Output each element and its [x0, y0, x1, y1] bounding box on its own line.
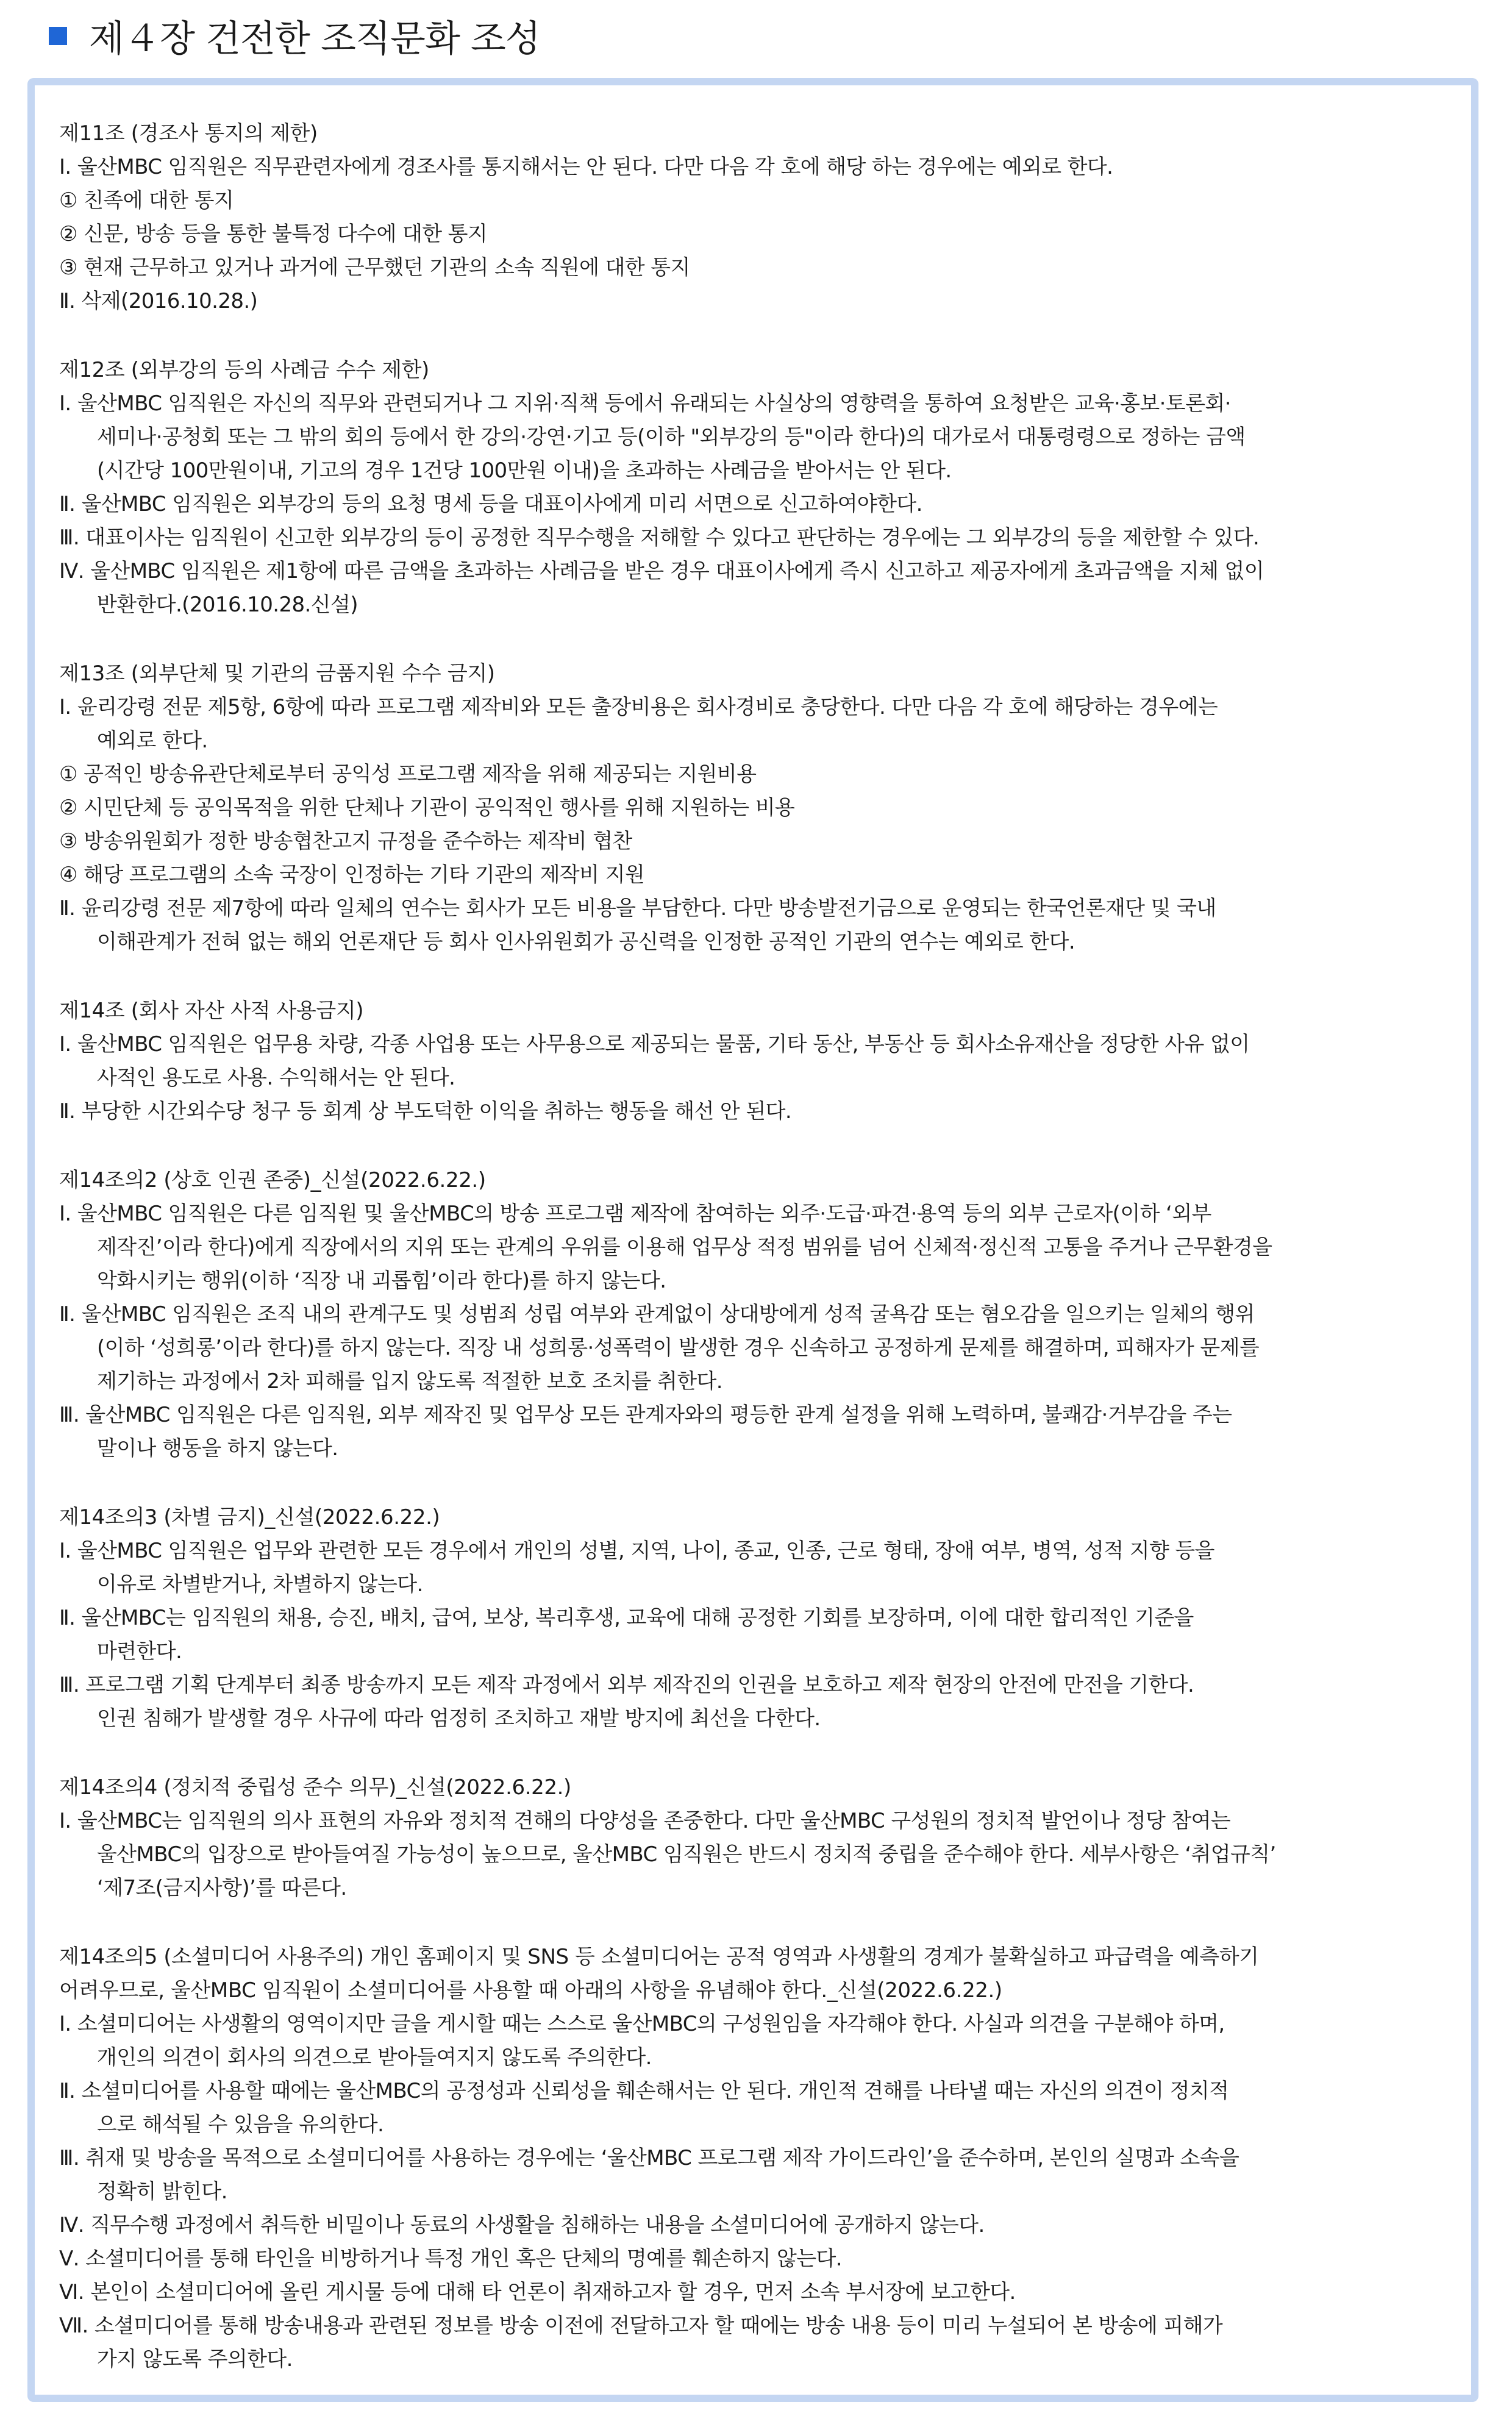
clause-number: ③	[59, 255, 84, 280]
clause-item	[59, 2276, 1452, 2309]
section-title: 제４장 건전한 조직문화 조성	[89, 18, 540, 60]
clause-continuation: 정확히 밝힌다.	[97, 2179, 227, 2204]
section-heading	[49, 9, 540, 63]
clause-continuation: 으로 해석될 수 있음을 유의한다.	[97, 2112, 384, 2137]
article-section	[59, 354, 1452, 622]
clause-number: Ⅰ.	[59, 155, 77, 179]
article-title: 제14조의2 (상호 인권 존중)_신설(2022.6.22.)	[59, 1168, 486, 1192]
clause-item	[59, 1298, 1452, 1331]
article-section	[59, 1940, 1452, 2376]
clause-text: 울산MBC 임직원은 다른 임직원 및 울산MBC의 방송 프로그램 제작에 참여하는 외주·도급·파견·용역 등의 외부 근로자(이하 ‘외부	[77, 1202, 1211, 1226]
clause-item	[59, 2209, 1452, 2242]
clause-continuation: (시간당 100만원이내, 기고의 경우 1건당 100만원 이내)을 초과하는 사례금을 받아서는 안 된다.	[97, 458, 952, 483]
clause-text: 소셜미디어를 사용할 때에는 울산MBC의 공정성과 신뢰성을 훼손해서는 안 된다. 개인적 견해를 나타낼 때는 자신의 의견이 정치적	[81, 2079, 1229, 2103]
clause-continuation: 제작진’이라 한다)에게 직장에서의 지위 또는 관계의 우위를 이용해 업무상 적정 범위를 넘어 신체적·정신적 고통을 주거나 근무환경을	[97, 1235, 1272, 1260]
clause-text: 부당한 시간외수당 청구 등 회계 상 부도덕한 이익을 취하는 행동을 해선 안 된다.	[81, 1099, 792, 1124]
clause-text: 소셜미디어를 통해 타인을 비방하거나 특정 개인 혹은 단체의 명예를 훼손하지 않는다.	[85, 2247, 842, 2271]
clause-item	[59, 825, 1452, 858]
clause-text: 소셜미디어를 통해 방송내용과 관련된 정보를 방송 이전에 전달하고자 할 때에는 방송 내용 등이 미리 누설되어 본 방송에 피해가	[94, 2314, 1223, 2338]
clause-continuation: 제기하는 과정에서 2차 피해를 입지 않도록 적절한 보호 조치를 취한다.	[97, 1369, 722, 1394]
clause-number: Ⅲ.	[59, 2146, 86, 2170]
clause-text: 울산MBC 임직원은 직무관련자에게 경조사를 통지해서는 안 된다. 다만 다음 각 호에 해당 하는 경우에는 예외로 한다.	[77, 155, 1113, 179]
clause-text: 울산MBC 임직원은 조직 내의 관계구도 및 성범죄 성립 여부와 관계없이 상대방에게 성적 굴욕감 또는 혐오감을 일으키는 일체의 행위	[81, 1302, 1255, 1327]
clause-number: Ⅱ.	[59, 492, 82, 516]
clause-number: ②	[59, 796, 84, 820]
clause-continuation: (이하 ‘성희롱’이라 한다)를 하지 않는다. 직장 내 성희롱·성폭력이 발생한 경우 신속하고 공정하게 문제를 해결하며, 피해자가 문제를	[97, 1336, 1260, 1360]
clause-text: 윤리강령 전문 제7항에 따라 일체의 연수는 회사가 모든 비용을 부담한다. 다만 방송발전기금으로 운영되는 한국언론재단 및 국내	[81, 896, 1216, 921]
clause-text: 울산MBC 임직원은 업무와 관련한 모든 경우에서 개인의 성별, 지역, 나이, 종교, 인종, 근로 형태, 장애 여부, 병역, 성적 지향 등을	[77, 1539, 1214, 1563]
clause-number: Ⅲ.	[59, 526, 86, 550]
clause-number: ④	[59, 863, 84, 887]
clause-number: Ⅱ.	[59, 896, 82, 921]
clause-continuation: 예외로 한다.	[97, 729, 208, 753]
clause-continuation: 세미나·공청회 또는 그 밖의 회의 등에서 한 강의·강연·기고 등(이하 "외부강의 등"이라 한다)의 대가로서 대통령령으로 정하는 금액	[97, 425, 1246, 449]
clause-number: Ⅰ.	[59, 2012, 77, 2036]
clause-text: 공적인 방송유관단체로부터 공익성 프로그램 제작을 위해 제공되는 지원비용	[84, 762, 757, 786]
clause-number: Ⅲ.	[59, 1403, 86, 1427]
clause-continuation: 마련한다.	[97, 1639, 182, 1664]
clause-text: 친족에 대한 통지	[84, 188, 234, 213]
clause-text: 울산MBC는 임직원의 채용, 승진, 배치, 급여, 보상, 복리후생, 교육에 대해 공정한 기회를 보장하며, 이에 대한 합리적인 기준을	[81, 1606, 1194, 1630]
article-section	[59, 994, 1452, 1128]
clause-item	[59, 521, 1452, 555]
clause-text: 시민단체 등 공익목적을 위한 단체나 기관이 공익적인 행사를 위해 지원하는 비용	[84, 796, 795, 820]
clause-number: Ⅱ.	[59, 289, 82, 313]
clause-number: Ⅱ.	[59, 1099, 82, 1124]
clause-item	[59, 1095, 1452, 1128]
article-title: 제14조의3 (차별 금지)_신설(2022.6.22.)	[59, 1505, 440, 1530]
clause-continuation: 가지 않도록 주의한다.	[97, 2347, 293, 2371]
clause-item	[59, 1197, 1452, 1231]
clause-number: ③	[59, 829, 84, 853]
clause-number: Ⅰ.	[59, 1032, 77, 1057]
clause-text: 울산MBC 임직원은 업무용 차량, 각종 사업용 또는 사무용으로 제공되는 물품, 기타 동산, 부동산 등 회사소유재산을 정당한 사유 없이	[77, 1032, 1250, 1057]
clause-text: 삭제(2016.10.28.)	[81, 289, 258, 313]
clause-item	[59, 2142, 1452, 2175]
clause-number: ①	[59, 762, 84, 786]
clause-number: Ⅵ.	[59, 2280, 91, 2304]
clause-item	[59, 1805, 1452, 1838]
clause-continuation: 악화시키는 행위(이하 ‘직장 내 괴롭힘’이라 한다)를 하지 않는다.	[97, 1269, 666, 1293]
clause-continuation: 말이나 행동을 하지 않는다.	[97, 1436, 338, 1461]
clause-text: 울산MBC는 임직원의 의사 표현의 자유와 정치적 견해의 다양성을 존중한다. 다만 울산MBC 구성원의 정치적 발언이나 정당 참여는	[77, 1809, 1231, 1833]
clause-text: 대표이사는 임직원이 신고한 외부강의 등이 공정한 직무수행을 저해할 수 있다고 판단하는 경우에는 그 외부강의 등을 제한할 수 있다.	[85, 526, 1260, 550]
clause-text: 울산MBC 임직원은 외부강의 등의 요청 명세 등을 대표이사에게 미리 서면으로 신고하여야한다.	[81, 492, 922, 516]
clause-item	[59, 2242, 1452, 2276]
clause-text: 프로그램 기획 단계부터 최종 방송까지 모든 제작 과정에서 외부 제작진의 인권을 보호하고 제작 현장의 안전에 만전을 기한다.	[85, 1673, 1194, 1697]
clause-continuation: 울산MBC의 입장으로 받아들여질 가능성이 높으므로, 울산MBC 임직원은 반드시 정치적 중립을 준수해야 한다. 세부사항은 ‘취업규칙’	[97, 1842, 1276, 1867]
article-title: 제12조 (외부강의 등의 사례금 수수 제한)	[59, 358, 429, 382]
clause-number: Ⅶ.	[59, 2314, 94, 2338]
article-section	[59, 1501, 1452, 1736]
clause-number: ②	[59, 222, 84, 246]
clause-item	[59, 184, 1452, 218]
article-title-continued: 어려우므로, 울산MBC 임직원이 소셜미디어를 사용할 때 아래의 사항을 유념해야 한다._신설(2022.6.22.)	[59, 1978, 1002, 2003]
clause-number: Ⅰ.	[59, 391, 77, 416]
clause-text: 직무수행 과정에서 취득한 비밀이나 동료의 사생활을 침해하는 내용을 소셜미디어에 공개하지 않는다.	[90, 2213, 985, 2237]
clause-text: 윤리강령 전문 제5항, 6항에 따라 프로그램 제작비와 모든 출장비용은 회사경비로 충당한다. 다만 다음 각 호에 해당하는 경우에는	[77, 695, 1218, 719]
clause-item	[59, 555, 1452, 588]
clause-item	[59, 691, 1452, 724]
clause-item	[59, 387, 1452, 421]
clause-text: 방송위원회가 정한 방송협찬고지 규정을 준수하는 제작비 협찬	[84, 829, 632, 853]
clause-number: Ⅰ.	[59, 1539, 77, 1563]
clause-item	[59, 2309, 1452, 2343]
clause-text: 울산MBC 임직원은 다른 임직원, 외부 제작진 및 업무상 모든 관계자와의 평등한 관계 설정을 위해 노력하며, 불쾌감·거부감을 주는	[85, 1403, 1232, 1427]
clause-number: Ⅱ.	[59, 1606, 82, 1630]
clause-text: 신문, 방송 등을 통한 불특정 다수에 대한 통지	[84, 222, 488, 246]
clause-number: Ⅱ.	[59, 1302, 82, 1327]
clause-item	[59, 251, 1452, 285]
clause-item	[59, 285, 1452, 318]
clause-number: Ⅰ.	[59, 1809, 77, 1833]
clause-item	[59, 2075, 1452, 2108]
article-section	[59, 1771, 1452, 1905]
clause-item	[59, 1399, 1452, 1432]
clause-text: 소셜미디어는 사생활의 영역이지만 글을 게시할 때는 스스로 울산MBC의 구성원임을 자각해야 한다. 사실과 의견을 구분해야 하며,	[77, 2012, 1225, 2036]
clause-continuation: 이해관계가 전혀 없는 해외 언론재단 등 회사 인사위원회가 공신력을 인정한 공적인 기관의 연수는 예외로 한다.	[97, 930, 1075, 954]
article-section	[59, 1164, 1452, 1466]
clause-continuation: ‘제7조(금지사항)’를 따른다.	[97, 1876, 347, 1900]
clause-number: Ⅴ.	[59, 2247, 86, 2271]
clause-number: Ⅱ.	[59, 2079, 82, 2103]
article-section	[59, 657, 1452, 959]
clause-item	[59, 1669, 1452, 1702]
clause-number: Ⅳ.	[59, 2213, 91, 2237]
article-title: 제14조 (회사 자산 사적 사용금지)	[59, 999, 364, 1023]
clause-item	[59, 758, 1452, 791]
clause-continuation: 인권 침해가 발생할 경우 사규에 따라 엄정히 조치하고 재발 방지에 최선을 다한다.	[97, 1706, 821, 1731]
article-section	[59, 117, 1452, 318]
clause-text: 현재 근무하고 있거나 과거에 근무했던 기관의 소속 직원에 대한 통지	[84, 255, 690, 280]
clause-item	[59, 2008, 1452, 2041]
clause-continuation: 개인의 의견이 회사의 의견으로 받아들여지지 않도록 주의한다.	[97, 2045, 652, 2070]
clause-number: Ⅳ.	[59, 559, 91, 583]
article-title: 제14조의5 (소셜미디어 사용주의) 개인 홈페이지 및 SNS 등 소셜미디어는 공적 영역과 사생활의 경계가 불확실하고 파급력을 예측하기	[59, 1945, 1259, 1969]
clause-text: 울산MBC 임직원은 제1항에 따른 금액을 초과하는 사례금을 받은 경우 대표이사에게 즉시 신고하고 제공자에게 초과금액을 지체 없이	[90, 559, 1264, 583]
article-title: 제13조 (외부단체 및 기관의 금품지원 수수 금지)	[59, 661, 495, 686]
content-box	[27, 78, 1478, 2402]
clause-continuation: 이유로 차별받거나, 차별하지 않는다.	[97, 1572, 423, 1597]
clause-number: Ⅰ.	[59, 1202, 77, 1226]
article-title: 제14조의4 (정치적 중립성 준수 의무)_신설(2022.6.22.)	[59, 1775, 571, 1800]
clause-text: 취재 및 방송을 목적으로 소셜미디어를 사용하는 경우에는 ‘울산MBC 프로그램 제작 가이드라인’을 준수하며, 본인의 실명과 소속을	[85, 2146, 1239, 2170]
clause-text: 본인이 소셜미디어에 올린 게시물 등에 대해 타 언론이 취재하고자 할 경우, 먼저 소속 부서장에 보고한다.	[90, 2280, 1016, 2304]
clause-item	[59, 488, 1452, 521]
clause-item	[59, 1534, 1452, 1568]
clause-item	[59, 1602, 1452, 1635]
clause-item	[59, 218, 1452, 251]
square-bullet-icon	[49, 27, 67, 45]
clause-text: 울산MBC 임직원은 자신의 직무와 관련되거나 그 지위·직책 등에서 유래되는 사실상의 영향력을 통하여 요청받은 교육·홍보·토론회·	[77, 391, 1231, 416]
article-title: 제11조 (경조사 통지의 제한)	[59, 121, 318, 146]
clause-text: 해당 프로그램의 소속 국장이 인정하는 기타 기관의 제작비 지원	[84, 863, 645, 887]
clause-item	[59, 151, 1452, 184]
clause-number: Ⅲ.	[59, 1673, 86, 1697]
clause-item	[59, 858, 1452, 892]
clause-item	[59, 791, 1452, 825]
clause-number: ①	[59, 188, 84, 213]
clause-continuation: 사적인 용도로 사용. 수익해서는 안 된다.	[97, 1066, 455, 1090]
clause-item	[59, 1028, 1452, 1061]
clause-number: Ⅰ.	[59, 695, 77, 719]
clause-continuation: 반환한다.(2016.10.28.신설)	[97, 593, 358, 617]
clause-item	[59, 892, 1452, 925]
